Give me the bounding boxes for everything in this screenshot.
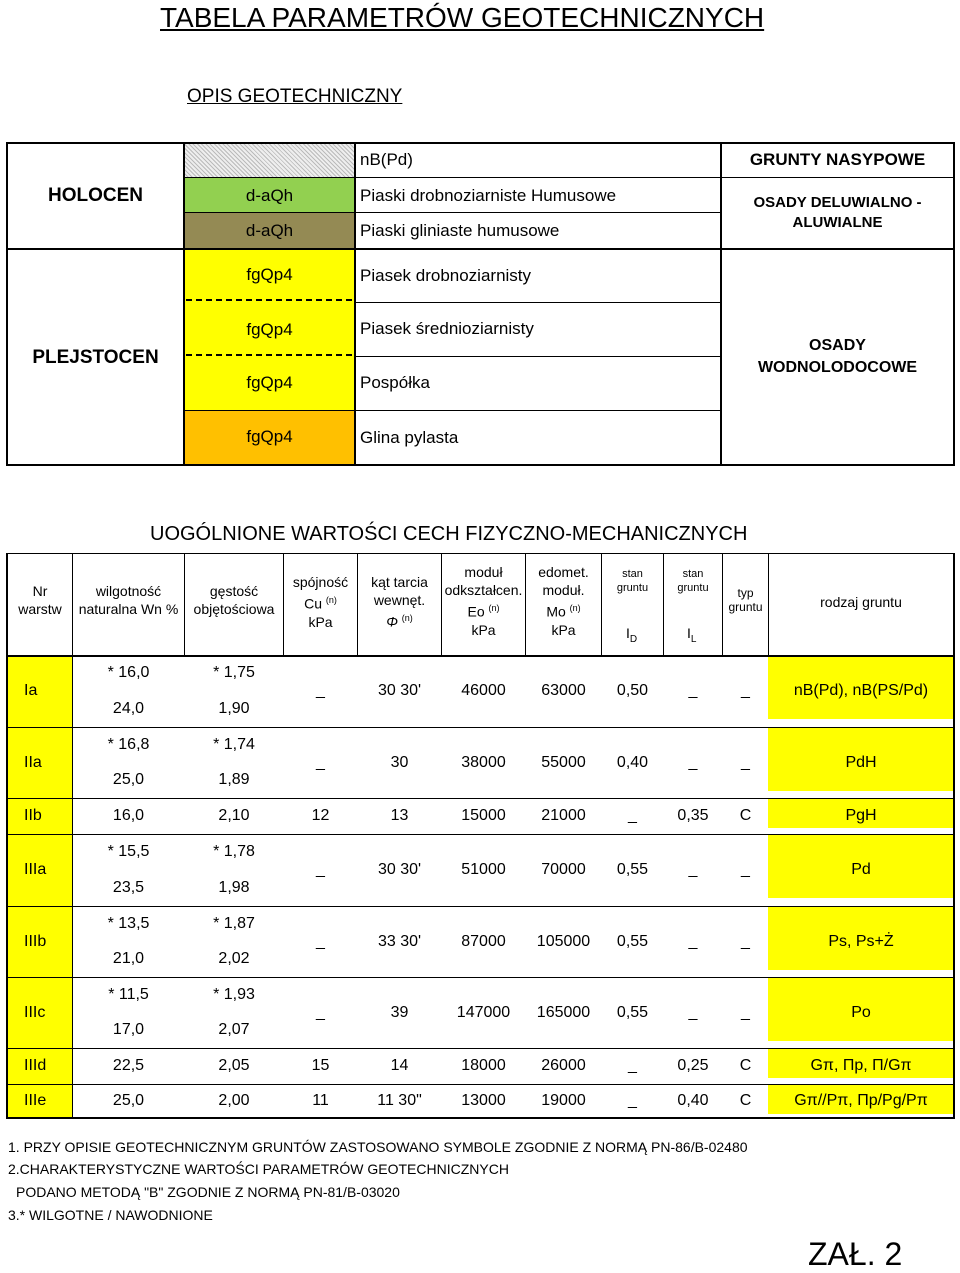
opis-row-symbol: fgQp4 <box>246 265 293 284</box>
layer-kat-tarcia: 30 30' <box>377 861 422 878</box>
plejstocen-label: PLEJSTOCEN <box>32 346 159 368</box>
layer-nr: IIa <box>24 753 42 771</box>
layer-id: 0,55 <box>616 861 649 878</box>
layer-spojnosc: _ <box>316 682 325 699</box>
note-1: 1. PRZY OPISIE GEOTECHNICZNYM GRUNTÓW ZASTOSOWANO SYMBOLE ZGODNIE Z NORMĄ PN-86/B-02480 <box>8 1139 748 1155</box>
layer-modul-eo: 46000 <box>461 682 506 699</box>
layer-gestosc: * 1,74 <box>213 735 255 753</box>
cechy-title: UOGÓLNIONE WARTOŚCI CECH FIZYCZNO-MECHANICZNYCH <box>150 523 748 545</box>
opis-row-symbol: fgQp4 <box>246 373 293 392</box>
layer-il: 0,35 <box>677 807 709 824</box>
layer-kat-tarcia: 14 <box>390 1057 409 1074</box>
layer-gestosc: * 1,93 <box>213 985 255 1003</box>
layer-kat-tarcia: 39 <box>390 1003 409 1021</box>
opis-row-symbol: d-aQh <box>245 185 294 205</box>
layer-rodzaj: PgH <box>845 807 877 824</box>
layer-wilgotnosc: * 16,8 <box>107 735 150 753</box>
header-stan-il: stan gruntu <box>677 568 709 594</box>
holocen-label: HOLOCEN <box>48 184 143 206</box>
layer-gestosc: * 1,87 <box>213 914 255 932</box>
layer-id: _ <box>628 1057 637 1074</box>
layer-typ: _ <box>741 1003 750 1021</box>
layer-gestosc: 1,89 <box>218 771 250 789</box>
layer-modul-eo: 38000 <box>461 753 506 771</box>
layer-rodzaj: Gπ, Пр, П/Gπ <box>810 1057 912 1074</box>
layer-gestosc: 2,05 <box>218 1057 250 1074</box>
opis-row-symbol: fgQp4 <box>246 427 293 446</box>
layer-spojnosc: _ <box>316 753 325 771</box>
opis-row-name: Piasek średnioziarnisty <box>360 319 534 338</box>
layer-id: 0,55 <box>616 1003 649 1021</box>
header-nr: Nr warstw <box>18 583 62 617</box>
layer-modul-mo: 21000 <box>541 807 586 824</box>
layer-rodzaj: Ps, Ps+Ż <box>828 932 894 950</box>
note-2: 2.CHARAKTERYSTYCZNE WARTOŚCI PARAMETRÓW GEOTECHNICZNYCH <box>8 1161 509 1177</box>
layer-gestosc: 1,90 <box>218 700 250 717</box>
layer-typ: C <box>739 807 752 824</box>
header-il: $I_L$ <box>687 625 697 645</box>
layer-wilgotnosc: * 16,0 <box>107 664 150 681</box>
layer-nr: IIId <box>24 1057 47 1074</box>
layer-gestosc: 2,07 <box>218 1021 250 1039</box>
opis-row-symbol: d-aQh <box>245 220 294 240</box>
opis-row-name: Piaski drobnoziarniste Humusowe <box>360 186 617 205</box>
layer-wilgotnosc: 17,0 <box>112 1021 145 1039</box>
opis-row-name: Glina pylasta <box>360 428 459 447</box>
layer-spojnosc: 12 <box>311 807 330 824</box>
layer-rodzaj: Gπ//Рπ, Пр/Рg/Рπ <box>794 1092 928 1109</box>
layer-nr: Ia <box>24 682 38 699</box>
layer-nr: IIb <box>24 807 42 824</box>
layer-spojnosc: _ <box>316 861 325 878</box>
layer-spojnosc: _ <box>316 1003 325 1021</box>
layer-spojnosc: 15 <box>311 1057 330 1074</box>
layer-id: 0,55 <box>616 932 649 950</box>
layer-spojnosc: _ <box>316 932 325 950</box>
layer-wilgotnosc: 16,0 <box>112 807 145 824</box>
layer-typ: _ <box>741 682 750 699</box>
note-3: 3.* WILGOTNE / NAWODNIONE <box>8 1207 213 1223</box>
layer-wilgotnosc: 21,0 <box>112 950 145 968</box>
layer-nr: IIIa <box>24 861 47 878</box>
layer-wilgotnosc: 23,5 <box>112 879 145 896</box>
layer-modul-mo: 165000 <box>536 1003 591 1021</box>
layer-typ: C <box>739 1057 752 1074</box>
hatch-fill <box>184 143 355 178</box>
layer-gestosc: * 1,78 <box>213 843 255 860</box>
layer-modul-eo: 18000 <box>461 1057 506 1074</box>
grunty-nasypowe-label: GRUNTY NASYPOWE <box>749 150 926 169</box>
layer-kat-tarcia: 30 30' <box>377 682 422 699</box>
layer-nr: IIIc <box>24 1003 46 1021</box>
layer-gestosc: 1,98 <box>218 879 250 896</box>
layer-il: 0,40 <box>677 1092 709 1109</box>
layer-il: 0,25 <box>677 1057 709 1074</box>
note-2-cont: PODANO METODĄ "B" ZGODNIE Z NORMĄ PN-81/B-03020 <box>16 1184 400 1200</box>
osady-wodnolodowcowe-label: OSADY WODNOLODOCOWE <box>757 337 918 376</box>
layer-modul-mo: 63000 <box>541 682 586 699</box>
layer-wilgotnosc: 25,0 <box>112 771 145 789</box>
layer-gestosc: 2,02 <box>218 950 250 968</box>
layer-kat-tarcia: 13 <box>390 807 409 824</box>
header-stan-id: stan gruntu <box>616 568 649 594</box>
layer-gestosc: * 1,75 <box>213 664 255 681</box>
layer-rodzaj: Po <box>851 1003 871 1021</box>
layer-modul-mo: 26000 <box>541 1057 586 1074</box>
layer-wilgotnosc: * 13,5 <box>107 914 150 932</box>
layer-typ: _ <box>741 932 750 950</box>
layer-modul-eo: 15000 <box>461 807 506 824</box>
layer-gestosc: 2,00 <box>218 1092 250 1109</box>
layer-wilgotnosc: 25,0 <box>112 1092 145 1109</box>
layer-typ: C <box>739 1092 752 1109</box>
layer-il: _ <box>688 682 698 699</box>
layer-wilgotnosc: * 15,5 <box>107 843 150 860</box>
opis-row-symbol: fgQp4 <box>246 320 293 339</box>
layer-id: 0,40 <box>616 753 649 771</box>
header-spojnosc: spójność Cu $^{(n)}$ kPa <box>292 574 349 630</box>
layer-modul-eo: 147000 <box>456 1003 511 1021</box>
layer-id: _ <box>628 1092 637 1109</box>
section-subtitle: OPIS GEOTECHNICZNY <box>187 86 403 107</box>
header-modul-odksztalcenia: moduł odkształcen. Eo $^{(n)}$ kPa <box>444 564 523 638</box>
layer-wilgotnosc: 22,5 <box>112 1057 145 1074</box>
layer-kat-tarcia: 30 <box>390 753 409 771</box>
layer-spojnosc: 11 <box>312 1092 329 1109</box>
opis-row-name: Pospółka <box>360 373 430 392</box>
layer-il: _ <box>688 753 698 771</box>
layer-kat-tarcia: 33 30' <box>377 932 422 950</box>
opis-row-name: Piaski gliniaste humusowe <box>360 221 560 240</box>
layer-modul-eo: 13000 <box>461 1092 506 1109</box>
header-gestosc: gęstość objętościowa <box>193 583 275 617</box>
layer-wilgotnosc: * 11,5 <box>108 985 149 1003</box>
layer-nr: IIIe <box>24 1092 47 1109</box>
layer-typ: _ <box>741 753 750 771</box>
layer-modul-mo: 105000 <box>536 932 591 950</box>
layer-modul-mo: 70000 <box>541 861 586 878</box>
header-id: $I_D$ <box>626 625 638 645</box>
opis-row-name: nB(Pd) <box>360 150 413 169</box>
layer-rodzaj: nB(Pd), nB(PS/Pd) <box>793 682 929 699</box>
zalacznik-label: ZAŁ. 2 <box>808 1236 903 1272</box>
layer-id: 0,50 <box>616 682 649 699</box>
layer-il: _ <box>688 932 698 950</box>
layer-rodzaj: Pd <box>851 861 871 878</box>
layer-modul-eo: 51000 <box>461 861 506 878</box>
header-modul-edometryczny: edomet. moduł. Mo $^{(n)}$ kPa <box>538 564 589 638</box>
header-rodzaj: rodzaj gruntu <box>820 594 902 610</box>
layer-id: _ <box>628 807 637 824</box>
layer-kat-tarcia: 11 30" <box>377 1092 422 1109</box>
layer-modul-eo: 87000 <box>461 932 506 950</box>
layer-modul-mo: 19000 <box>541 1092 586 1109</box>
layer-typ: _ <box>741 861 750 878</box>
layer-modul-mo: 55000 <box>541 753 586 771</box>
header-typ: typ gruntu <box>728 586 763 614</box>
page-title: TABELA PARAMETRÓW GEOTECHNICZNYCH <box>160 2 765 33</box>
layer-il: _ <box>688 1003 698 1021</box>
header-wilgotnosc: wilgotność naturalna Wn % <box>78 583 179 617</box>
layer-rodzaj: PdH <box>845 753 877 771</box>
opis-row-name: Piasek drobnoziarnisty <box>360 266 532 285</box>
layer-il: _ <box>688 861 698 878</box>
header-kat-tarcia: kąt tarcia wewnęt. Φ $^{(n)}$ <box>371 574 428 630</box>
osady-deluwialne-label: OSADY DELUWIALNO - ALUWIALNE <box>753 194 922 231</box>
layer-gestosc: 2,10 <box>218 807 250 824</box>
layer-wilgotnosc: 24,0 <box>112 700 145 717</box>
layer-nr: IIIb <box>24 932 47 950</box>
